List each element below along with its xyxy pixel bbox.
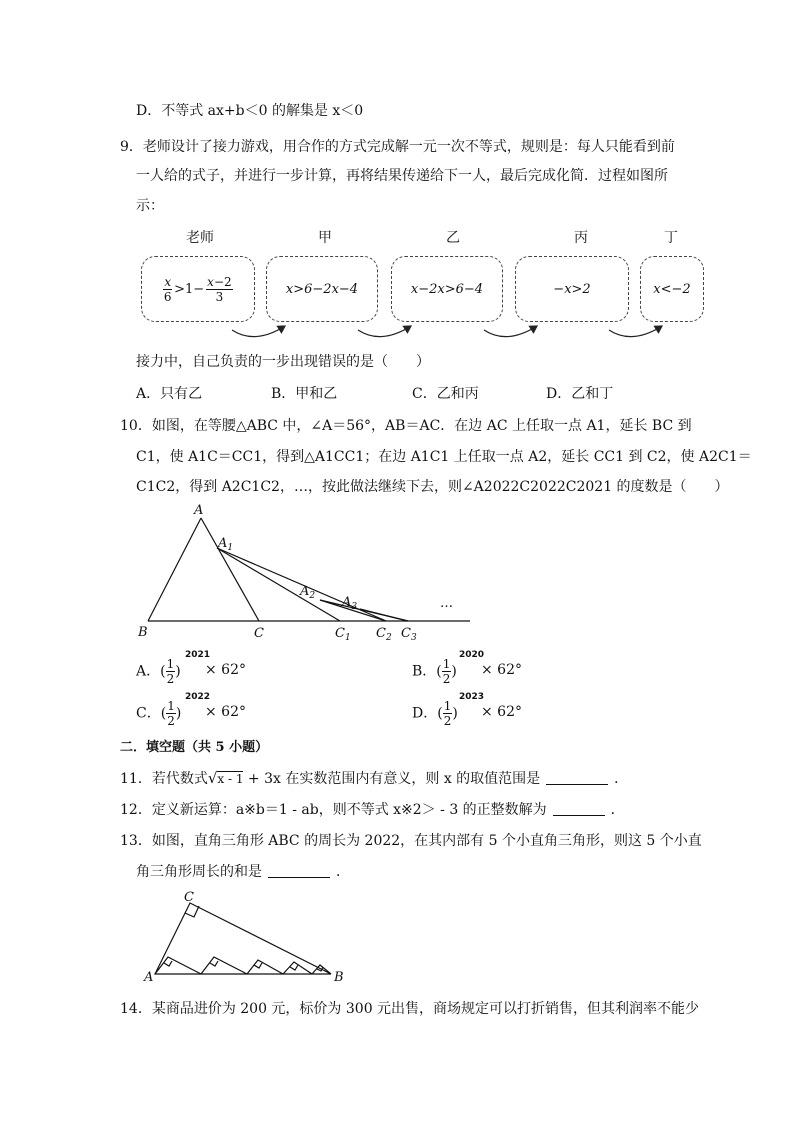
q9-line3: 示： <box>136 198 164 214</box>
q9-option-c: C．乙和丙 <box>412 386 479 402</box>
label-A-q13: A <box>144 970 154 985</box>
q9-question: 接力中，自己负责的一步出现错误的是（ ） <box>136 354 430 370</box>
relay-box-teacher: $\frac{x}{6}$ >1− $\frac{x-2}{3}$ <box>141 256 255 322</box>
label-C2: $C_2$ <box>376 626 392 643</box>
relay-box-ding: x<−2 <box>640 256 704 322</box>
q10-option-a-exp: 2021 <box>185 650 211 660</box>
q10-option-a: A．( $\frac{1}{2}$ ) <box>136 657 181 686</box>
q8-option-d: D．不等式 ax+b＜0 的解集是 x＜0 <box>136 103 364 119</box>
q10-option-c-tail: × 62° <box>205 704 246 720</box>
person-teacher: 老师 <box>186 230 214 246</box>
label-A1: $A_1$ <box>218 536 234 553</box>
q10-line3: C1C2，得到 A2C1C2，…，按此做法继续下去，则∠A2022C2022C2021 的度数是（ ） <box>136 479 729 495</box>
q11: 11．若代数式√x - 1 + 3x 在实数范围内有意义，则 x 的取值范围是 ． <box>120 769 629 787</box>
label-C: C <box>254 626 264 641</box>
q9-option-d: D．乙和丁 <box>546 386 614 402</box>
q10-option-a-tail: × 62° <box>205 662 246 678</box>
relay-box-yi: x−2x>6−4 <box>391 256 503 322</box>
q9-option-b: B．甲和乙 <box>271 386 338 402</box>
label-B-q13: B <box>334 970 344 985</box>
q13-line2: 角三角形周长的和是 ． <box>136 864 350 880</box>
q10-option-d-exp: 2023 <box>459 692 485 702</box>
label-A2: $A_2$ <box>300 584 316 601</box>
q13-line1: 13．如图，直角三角形 ABC 的周长为 2022，在其内部有 5 个小直角三角形，则这 5 个小直 <box>120 833 702 849</box>
label-B: B <box>138 625 148 640</box>
q12: 12．定义新运算：a※b＝1 - ab，则不等式 x※2＞ - 3 的正整数解为 ． <box>120 802 625 818</box>
q10-option-b-tail: × 62° <box>481 662 522 678</box>
label-A3: $A_3$ <box>342 595 358 612</box>
section2-title: 二．填空题（共 5 小题） <box>120 740 269 755</box>
q10-line1: 10．如图，在等腰△ABC 中，∠A＝56°，AB＝AC．在边 AC 上任取一点 A1，延长 BC 到 <box>120 418 692 434</box>
q10-option-b-exp: 2020 <box>459 650 485 660</box>
person-ding: 丁 <box>664 230 678 246</box>
q9-option-a: A．只有乙 <box>136 386 203 402</box>
q10-line2: C1，使 A1C＝CC1，得到△A1CC1；在边 A1C1 上任取一点 A2，延长 CC1 到 C2，使 A2C1＝ <box>136 449 752 465</box>
label-C1: $C_1$ <box>335 626 351 643</box>
q9-line2: 一人给的式子，并进行一步计算，再将结果传递给下一人，最后完成化简．过程如图所 <box>136 168 668 184</box>
label-A: A <box>194 503 204 518</box>
q10-option-d: D．( $\frac{1}{2}$ ) <box>412 699 458 728</box>
person-jia: 甲 <box>318 230 332 246</box>
relay-box-bing: −x>2 <box>515 256 629 322</box>
q10-option-c-exp: 2022 <box>185 692 211 702</box>
person-bing: 丙 <box>574 230 588 246</box>
q10-option-d-tail: × 62° <box>481 704 522 720</box>
q9-line1: 9．老师设计了接力游戏，用合作的方式完成解一元一次不等式，规则是：每人只能看到前 <box>120 139 675 155</box>
person-yi: 乙 <box>446 230 460 246</box>
q10-option-c: C．( $\frac{1}{2}$ ) <box>136 699 182 728</box>
q14-line1: 14．某商品进价为 200 元，标价为 300 元出售，商场规定可以打折销售，但其利润率不能少 <box>120 1001 700 1017</box>
q10-option-b: B．( $\frac{1}{2}$ ) <box>412 657 457 686</box>
label-C3: $C_3$ <box>401 626 417 643</box>
relay-box-jia: x>6−2x−4 <box>266 256 378 322</box>
label-C-q13: C <box>184 890 194 905</box>
label-ellipsis: … <box>440 596 453 611</box>
